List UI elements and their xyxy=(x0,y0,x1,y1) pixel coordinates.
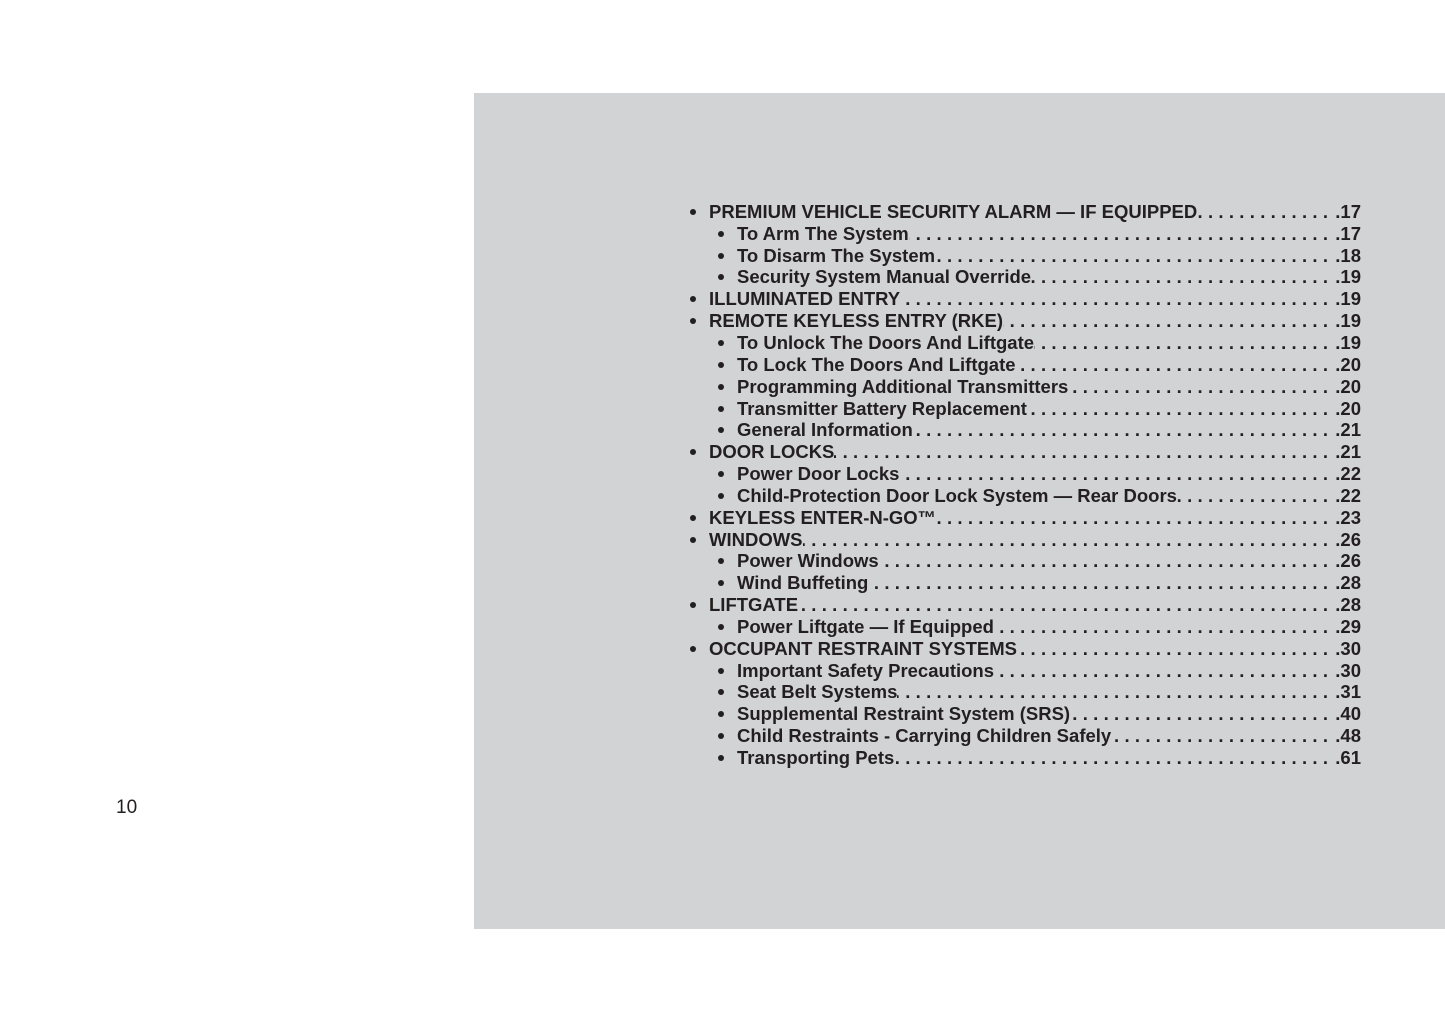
dot-leader xyxy=(936,507,1333,529)
toc-subsection-entry xyxy=(687,398,1361,420)
dot-leader xyxy=(834,441,1333,463)
bullet-icon xyxy=(690,515,696,521)
bullet-icon xyxy=(718,668,724,674)
toc-subsection-entry xyxy=(687,616,1361,638)
toc-entry-page: .19 xyxy=(1335,310,1361,332)
toc-entry-page: .40 xyxy=(1335,703,1361,725)
dot-leader xyxy=(1027,398,1333,420)
toc-subsection-entry xyxy=(687,332,1361,354)
toc-entry-page: .19 xyxy=(1335,331,1361,353)
toc-entry-title: Seat Belt Systems xyxy=(737,681,898,703)
toc-entry-title: ILLUMINATED ENTRY xyxy=(709,288,901,310)
dot-leader xyxy=(894,747,1333,769)
toc-entry-page: .22 xyxy=(1335,484,1361,506)
toc-entry-page: .30 xyxy=(1335,637,1361,659)
toc-subsection-entry xyxy=(687,485,1361,507)
toc-subsection-entry xyxy=(687,245,1361,267)
toc-entry-page: .61 xyxy=(1335,747,1361,769)
bullet-icon xyxy=(718,558,724,564)
bullet-icon xyxy=(718,624,724,630)
bullet-icon xyxy=(690,296,696,302)
toc-entry-title: Transporting Pets xyxy=(737,747,895,769)
toc-entry-page: .23 xyxy=(1335,506,1361,528)
toc-subsection-entry xyxy=(687,419,1361,441)
dot-leader xyxy=(1034,332,1333,354)
toc-subsection-entry xyxy=(687,682,1361,704)
bullet-icon xyxy=(718,384,724,390)
toc-entry-page: .28 xyxy=(1335,572,1361,594)
bullet-icon xyxy=(718,274,724,280)
toc-entry-page: .20 xyxy=(1335,353,1361,375)
toc-entry-page: .17 xyxy=(1335,200,1361,222)
dot-leader xyxy=(1177,485,1333,507)
toc-entry-page: .31 xyxy=(1335,681,1361,703)
dot-leader xyxy=(1016,354,1334,376)
toc-entry-page: .48 xyxy=(1335,725,1361,747)
toc-entry-page: .19 xyxy=(1335,266,1361,288)
toc-entry-title: REMOTE KEYLESS ENTRY (RKE) xyxy=(709,310,1003,332)
bullet-icon xyxy=(718,362,724,368)
toc-entry-title: OCCUPANT RESTRAINT SYSTEMS xyxy=(709,637,1018,659)
toc-entry-page: .19 xyxy=(1335,288,1361,310)
dot-leader xyxy=(899,463,1333,485)
toc-entry-page: .22 xyxy=(1335,463,1361,485)
dot-leader xyxy=(935,245,1333,267)
toc-section-entry xyxy=(687,288,1361,310)
dot-leader xyxy=(900,288,1333,310)
toc-entry-title: Important Safety Precautions xyxy=(737,659,995,681)
toc-subsection-entry xyxy=(687,703,1361,725)
bullet-icon xyxy=(718,231,724,237)
dot-leader xyxy=(1070,703,1333,725)
bullet-icon xyxy=(690,209,696,215)
dot-leader xyxy=(994,616,1333,638)
toc-entry-page: .28 xyxy=(1335,594,1361,616)
toc-entry-title: KEYLESS ENTER-N-GO™ xyxy=(709,506,937,528)
dot-leader xyxy=(798,594,1333,616)
dot-leader xyxy=(803,529,1334,551)
toc-entry-title: To Unlock The Doors And Liftgate xyxy=(737,331,1035,353)
toc-entry-title: Supplemental Restraint System (SRS) xyxy=(737,703,1071,725)
toc-section-entry xyxy=(687,529,1361,551)
toc-entry-page: .21 xyxy=(1335,419,1361,441)
toc-entry-page: .18 xyxy=(1335,244,1361,266)
toc-subsection-entry xyxy=(687,660,1361,682)
toc-entry-title: General Information xyxy=(737,419,913,441)
dot-leader xyxy=(897,681,1333,703)
page-number: 10 xyxy=(116,797,138,818)
toc-entry-title: Power Windows xyxy=(737,550,879,572)
toc-section-entry xyxy=(687,507,1361,529)
toc-subsection-entry xyxy=(687,725,1361,747)
bullet-icon xyxy=(690,537,696,543)
bullet-icon xyxy=(718,253,724,259)
dot-leader xyxy=(868,572,1333,594)
toc-section-entry xyxy=(687,594,1361,616)
dot-leader xyxy=(1068,376,1333,398)
dot-leader xyxy=(879,550,1334,572)
toc-entry-title: Power Liftgate — If Equipped xyxy=(737,615,994,637)
bullet-icon xyxy=(718,711,724,717)
toc-entry-page: .29 xyxy=(1335,615,1361,637)
toc-entry-page: .17 xyxy=(1335,222,1361,244)
bullet-icon xyxy=(718,493,724,499)
toc-subsection-entry xyxy=(687,747,1361,769)
dot-leader xyxy=(1197,201,1333,223)
bullet-icon xyxy=(718,580,724,586)
toc-subsection-entry xyxy=(687,463,1361,485)
bullet-icon xyxy=(718,340,724,346)
bullet-icon xyxy=(690,449,696,455)
toc-entry-title: Programming Additional Transmitters xyxy=(737,375,1069,397)
dot-leader xyxy=(913,419,1334,441)
toc-section-entry xyxy=(687,310,1361,332)
toc-section-entry xyxy=(687,638,1361,660)
bullet-icon xyxy=(690,646,696,652)
bullet-icon xyxy=(718,427,724,433)
toc-entry-page: .20 xyxy=(1335,397,1361,419)
bullet-icon xyxy=(718,689,724,695)
dot-leader xyxy=(909,223,1334,245)
toc-subsection-entry xyxy=(687,267,1361,289)
toc-entry-title: Security System Manual Override xyxy=(737,266,1032,288)
bullet-icon xyxy=(718,755,724,761)
toc-entry-title: To Disarm The System xyxy=(737,244,936,266)
toc-entry-title: Power Door Locks xyxy=(737,463,900,485)
toc-entry-page: .26 xyxy=(1335,528,1361,550)
dot-leader xyxy=(1031,266,1333,288)
toc-entry-title: To Arm The System xyxy=(737,222,909,244)
toc-subsection-entry xyxy=(687,223,1361,245)
bullet-icon xyxy=(718,471,724,477)
toc-subsection-entry xyxy=(687,551,1361,573)
dot-leader xyxy=(994,660,1333,682)
bullet-icon xyxy=(718,406,724,412)
toc-section-entry xyxy=(687,201,1361,223)
toc-entry-title: DOOR LOCKS xyxy=(709,441,835,463)
dot-leader xyxy=(1003,310,1333,332)
toc-section-entry xyxy=(687,441,1361,463)
toc-subsection-entry xyxy=(687,354,1361,376)
dot-leader xyxy=(1017,638,1333,660)
toc-entry-title: To Lock The Doors And Liftgate xyxy=(737,353,1016,375)
toc-subsection-entry xyxy=(687,572,1361,594)
toc-entry-title: Child Restraints - Carrying Children Safely xyxy=(737,725,1112,747)
toc-subsection-entry xyxy=(687,376,1361,398)
dot-leader xyxy=(1111,725,1333,747)
toc-entry-title: Child-Protection Door Lock System — Rear Doors xyxy=(737,484,1177,506)
toc-entry-title: Wind Buffeting xyxy=(737,572,869,594)
toc-entry-page: .26 xyxy=(1335,550,1361,572)
bullet-icon xyxy=(718,733,724,739)
toc-entry-page: .30 xyxy=(1335,659,1361,681)
toc-entry-title: PREMIUM VEHICLE SECURITY ALARM — IF EQUIPPED xyxy=(709,200,1198,222)
toc-entry-title: Transmitter Battery Replacement xyxy=(737,397,1027,419)
bullet-icon xyxy=(690,318,696,324)
toc-entry-page: .21 xyxy=(1335,441,1361,463)
toc-entry-title: LIFTGATE xyxy=(709,594,799,616)
toc-entry-title: WINDOWS xyxy=(709,528,803,550)
table-of-contents xyxy=(687,201,1361,769)
toc-entry-page: .20 xyxy=(1335,375,1361,397)
bullet-icon xyxy=(690,602,696,608)
